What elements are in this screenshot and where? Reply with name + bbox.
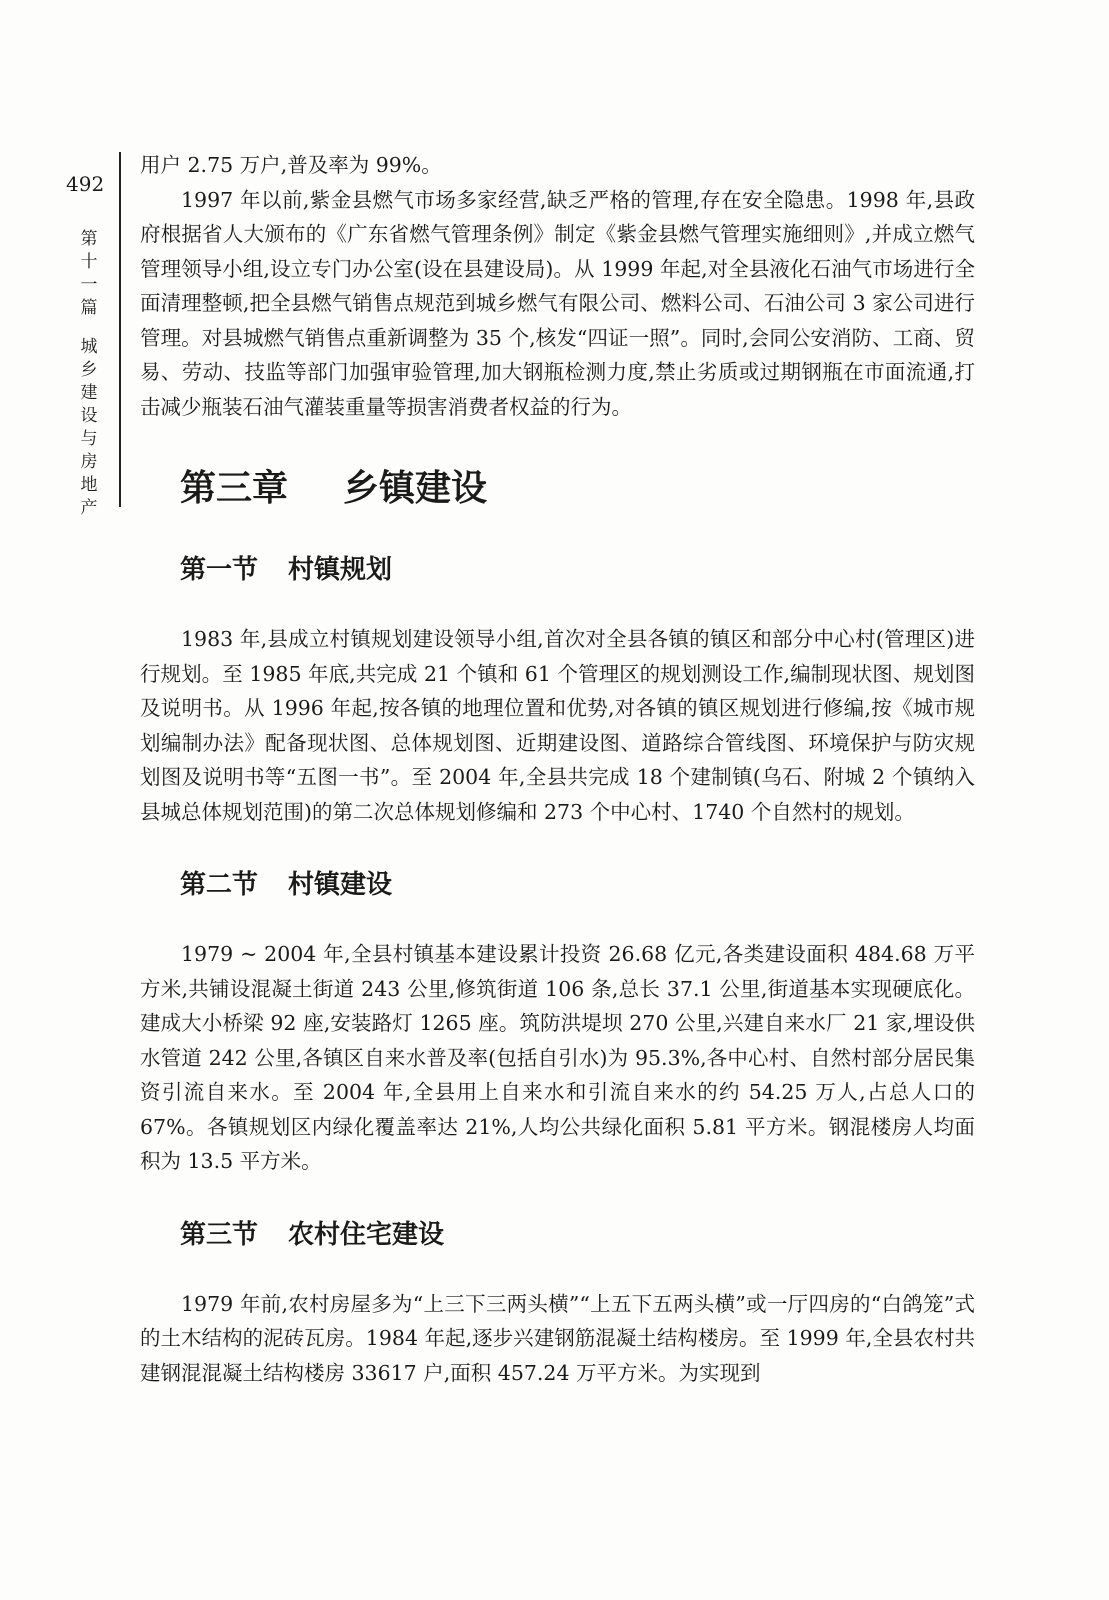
chapter-heading <box>140 464 975 514</box>
section-paragraph-1: 1983 年,县成立村镇规划建设领导小组,首次对全县各镇的镇区和部分中心村(管理区)进行规划。至 1985 年底,共完成 21 个镇和 61 个管理区的规划测设工作,编制现状图、规划图及说明书。从 1996 年起,按各镇的地理位置和优势,对各镇的镇区规划进行修编,按《城市规划编制办法》配备现状图、总体规划图、近期建设图、道路综合管线图、环境保护与防灾规划图及说明书等“五图一书”。至 2004 年,全县共完成 18 个建制镇(乌石、附城 2 个镇纳入县城总体规划范围)的第二次总体规划修编和 273 个中心村、1740 个自然村的规划。 <box>140 627 975 824</box>
chapter-number: 第三章 <box>180 468 289 509</box>
section-heading-1 <box>140 552 975 588</box>
paragraph-gas-management: 1997 年以前,紫金县燃气市场多家经营,缺乏严格的管理,存在安全隐患。1998 年,县政府根据省人大颁布的《广东省燃气管理条例》制定《紫金县燃气管理实施细则》,并成立燃气管理领导小组,设立专门办公室(设在县建设局)。从 1999 年起,对全县液化石油气市场进行全面清理整顿,把全县燃气销售点规范到城乡燃气有限公司、燃料公司、石油公司 3 家公司进行管理。对县城燃气销售点重新调整为 35 个,核发“四证一照”。同时,会同公安消防、工商、贸易、劳动、技监等部门加强审验管理,加大钢瓶检测力度,禁止劣质或过期钢瓶在市面流通,打击减少瓶装石油气灌装重量等损害消费者权益的行为。 <box>140 187 975 419</box>
section-number: 第二节 <box>180 870 259 900</box>
margin-rule <box>119 152 121 507</box>
section-title: 农村住宅建设 <box>288 1219 445 1250</box>
section-paragraph-3: 1979 年前,农村房屋多为“上三下三两头横”“上五下五两头横”或一厅四房的“白鸽笼”式的土木结构的泥砖瓦房。1984 年起,逐步兴建钢筋混凝土结构楼房。至 1999 年,全县农村共建钢混混凝土结构楼房 33617 户,面积 457.24 万平方米。为实现到 <box>140 1291 975 1385</box>
paragraph-continued: 用户 2.75 万户,普及率为 99%。 <box>140 153 442 177</box>
section-heading-3 <box>140 1217 975 1253</box>
running-head-part: 第 十 一 篇 <box>80 229 98 318</box>
section-title: 村镇规划 <box>288 555 393 585</box>
section-paragraph-2: 1979 ~ 2004 年,全县村镇基本建设累计投资 26.68 亿元,各类建设面积 484.68 万平方米,共铺设混凝土街道 243 公里,修筑街道 106 条,总长 37.1 公里,街道基本实现硬底化。建成大小桥梁 92 座,安装路灯 1265 座。筑防洪堤坝 270 公里,兴建自来水厂 21 家,埋设供水管道 242 公里,各镇区自来水普及率(包括自引水)为 95.3%,各中心村、自然村部分居民集资引流自来水。至 2004 年,全县用上自来水和引流自来水的约 54.25 万人,占总人口的 67%。各镇规划区内绿化覆盖率达 21%,人均公共绿化面积 5.81 平方米。钢混楼房人均面积为 13.5 平方米。 <box>140 942 975 1173</box>
section-number: 第三节 <box>180 1219 259 1250</box>
section-number: 第一节 <box>180 555 259 585</box>
section-title: 村镇建设 <box>288 870 393 900</box>
main-content <box>140 148 975 1390</box>
page-number: 492 <box>66 172 105 196</box>
running-head-title: 城 乡 建 设 与 房 地 产 <box>80 337 98 518</box>
section-heading-2 <box>140 867 975 903</box>
chapter-title: 乡镇建设 <box>343 468 488 509</box>
running-head <box>78 228 100 520</box>
